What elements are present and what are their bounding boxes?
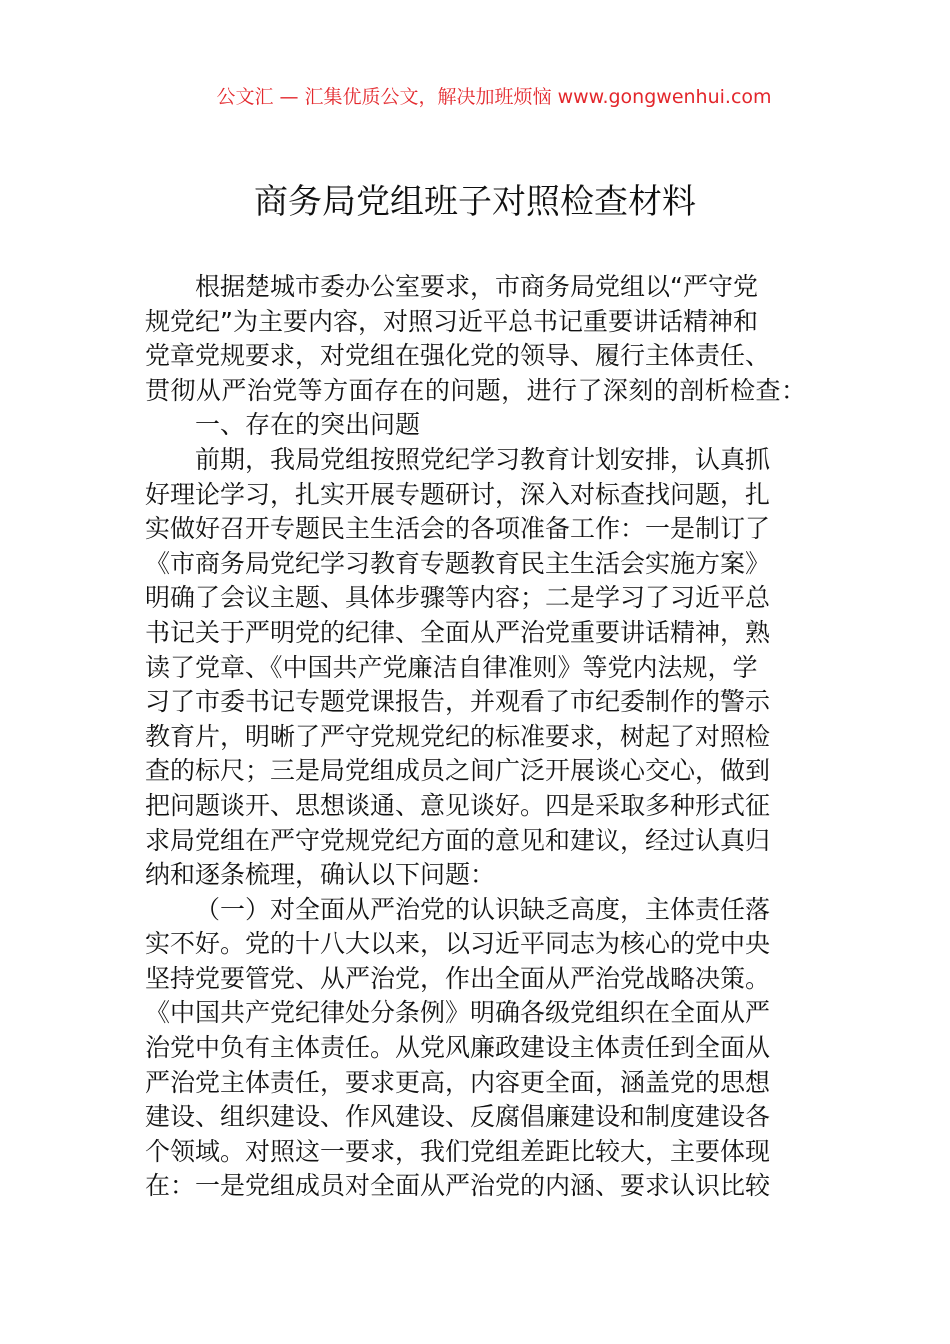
- text-line: （一）对全面从严治党的认识缺乏高度，主体责任落: [195, 894, 771, 924]
- text-line: 读了党章、《中国共产党廉洁自律准则》等党内法规，学: [145, 652, 758, 682]
- text-line: 建设、组织建设、作风建设、反腐倡廉建设和制度建设各: [145, 1102, 771, 1132]
- text-line: 实不好。党的十八大以来，以习近平同志为核心的党中央: [145, 929, 771, 959]
- text-line: 把问题谈开、思想谈通、意见谈好。四是采取多种形式征: [145, 790, 771, 820]
- text-line: 一、存在的突出问题: [195, 410, 421, 440]
- text-line: 严治党主体责任，要求更高，内容更全面，涵盖党的思想: [145, 1067, 771, 1097]
- paragraph: [145, 270, 806, 408]
- text-line: 明确了会议主题、具体步骤等内容；二是学习了习近平总: [145, 583, 771, 613]
- text-line: 教育片，明晰了严守党规党纪的标准要求，树起了对照检: [145, 721, 771, 751]
- text-line: 根据楚城市委办公室要求，市商务局党组以“严守党: [195, 272, 758, 301]
- text-line: 在：一是党组成员对全面从严治党的内涵、要求认识比较: [145, 1171, 771, 1201]
- text-line: 习了市委书记专题党课报告，并观看了市纪委制作的警示: [145, 687, 771, 717]
- paragraph: [145, 443, 806, 893]
- text-line: 《市商务局党纪学习教育专题教育民主生活会实施方案》: [145, 548, 771, 578]
- document-title: 商务局党组班子对照检查材料: [254, 182, 696, 222]
- text-line: 实做好召开专题民主生活会的各项准备工作：一是制订了: [145, 514, 771, 544]
- text-line: 书记关于严明党的纪律、全面从严治党重要讲话精神，熟: [145, 617, 771, 647]
- text-line: 治党中负有主体责任。从党风廉政建设主体责任到全面从: [145, 1033, 771, 1063]
- text-line: 求局党组在严守党规党纪方面的意见和建议，经过认真归: [145, 825, 771, 855]
- text-line: 查的标尺；三是局党组成员之间广泛开展谈心交心，做到: [145, 756, 771, 786]
- text-line: 贯彻从严治党等方面存在的问题，进行了深刻的剖析检查：: [145, 375, 806, 405]
- document-body: [145, 270, 806, 1204]
- text-line: 《中国共产党纪律处分条例》明确各级党组织在全面从严: [145, 998, 771, 1028]
- paragraph: [145, 893, 806, 1204]
- text-line: 纳和逐条梳理，确认以下问题：: [145, 860, 496, 890]
- text-line: 坚持党要管党、从严治党，作出全面从严治党战略决策。: [145, 963, 771, 993]
- text-line: 党章党规要求，对党组在强化党的领导、履行主体责任、: [145, 341, 771, 371]
- text-line: 规党纪”为主要内容，对照习近平总书记重要讲话精神和: [145, 306, 758, 336]
- text-line: 前期，我局党组按照党纪学习教育计划安排，认真抓: [195, 444, 771, 474]
- watermark-header: 公文汇 — 汇集优质公文，解决加班烦恼 www.gongwenhui.com: [216, 86, 772, 108]
- paragraph: [145, 408, 806, 443]
- text-line: 个领域。对照这一要求，我们党组差距比较大，主要体现: [145, 1136, 771, 1166]
- text-line: 好理论学习，扎实开展专题研讨，深入对标查找问题，扎: [145, 479, 771, 509]
